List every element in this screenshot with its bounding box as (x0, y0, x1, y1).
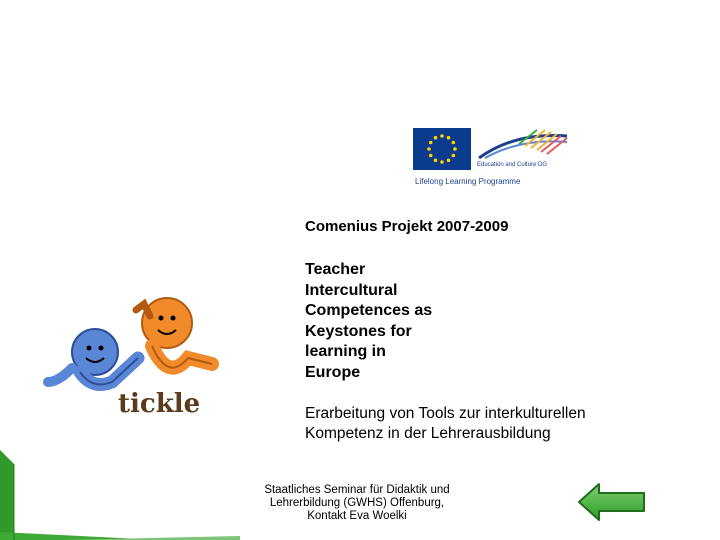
description-line: Kompetenz in der Lehrerausbildung (305, 425, 551, 442)
eu-star-icon (427, 147, 431, 151)
eu-star-icon (429, 141, 433, 145)
eu-star-icon (453, 147, 457, 151)
project-subject (305, 260, 432, 383)
eu-star-icon (429, 154, 433, 158)
eu-star-icon (452, 154, 456, 158)
eu-star-icon (440, 160, 444, 164)
footer-line: Lehrerbildung (GWHS) Offenburg, (269, 497, 445, 509)
tickle-logo (40, 290, 225, 420)
subject-line: Keystones for (305, 322, 412, 340)
orange-figure-icon (136, 298, 212, 368)
description-line: Erarbeitung von Tools zur interkulturellen (305, 405, 586, 422)
eu-flag-icon (413, 128, 471, 170)
lifelong-learning-label: Lifelong Learning Programme (415, 177, 521, 186)
footer-contact (252, 484, 462, 523)
footer-line: Kontakt Eva Woelki (307, 510, 407, 522)
blue-figure-icon (48, 329, 138, 384)
education-culture-label: Education and Culture DG (477, 162, 548, 168)
eu-star-icon (434, 136, 438, 140)
subject-line: Competences as (305, 302, 433, 319)
arrow-left-icon[interactable] (577, 482, 647, 522)
subject-line: Europe (305, 363, 361, 381)
corner-decoration (0, 440, 240, 540)
project-title: Comenius Projekt 2007-2009 (305, 218, 509, 235)
tickle-wordmark: tickle (118, 389, 201, 419)
eu-star-icon (440, 134, 444, 138)
eu-star-icon (452, 141, 456, 145)
eu-star-icon (447, 159, 451, 163)
subject-line: learning in (305, 343, 386, 360)
eu-logo-block (413, 128, 573, 192)
eu-star-icon (434, 159, 438, 163)
subject-line: Teacher (305, 261, 366, 278)
subject-line: Intercultural (305, 281, 398, 299)
eu-star-icon (447, 136, 451, 140)
footer-line: Staatliches Seminar für Didaktik und (264, 484, 450, 496)
project-description-de (305, 404, 586, 444)
